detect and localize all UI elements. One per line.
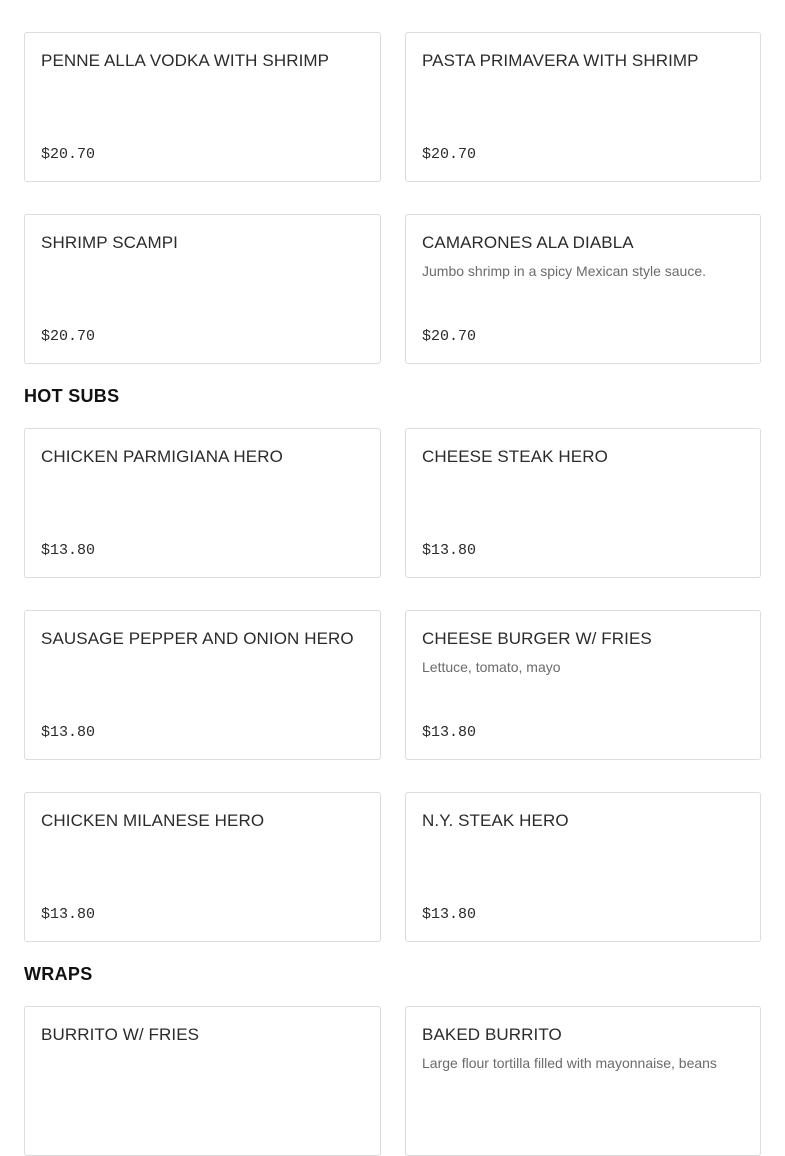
hot-subs-grid [24, 428, 785, 942]
item-price: $13.80 [41, 724, 96, 741]
menu-item-card[interactable] [405, 428, 761, 578]
item-name: SAUSAGE PEPPER AND ONION HERO [41, 629, 354, 648]
item-name: N.Y. STEAK HERO [422, 811, 569, 830]
wraps-grid [24, 1006, 785, 1156]
item-name: PASTA PRIMAVERA WITH SHRIMP [422, 51, 699, 70]
menu-item-card[interactable] [24, 1006, 381, 1156]
item-price: $20.70 [422, 328, 477, 345]
item-price: $13.80 [422, 906, 477, 923]
menu-item-card[interactable] [405, 792, 761, 942]
item-name: CHICKEN PARMIGIANA HERO [41, 447, 283, 466]
item-name: PENNE ALLA VODKA WITH SHRIMP [41, 51, 330, 70]
item-name: BAKED BURRITO [422, 1025, 562, 1044]
item-price: $20.70 [41, 328, 96, 345]
item-name: SHRIMP SCAMPI [41, 233, 179, 252]
menu-item-card[interactable] [24, 32, 381, 182]
menu-item-card[interactable] [405, 32, 761, 182]
section-title-hot-subs: HOT SUBS [24, 386, 120, 406]
menu-item-card[interactable] [24, 428, 381, 578]
item-description: Lettuce, tomato, mayo [422, 659, 561, 675]
item-description: Large flour tortilla filled with mayonnaise, beans [422, 1055, 717, 1071]
pasta-items-grid [24, 32, 785, 364]
section-title-wraps: WRAPS [24, 964, 93, 984]
item-price: $20.70 [422, 146, 477, 163]
item-price: $13.80 [41, 542, 96, 559]
menu-item-card[interactable] [405, 214, 761, 364]
item-name: CHEESE STEAK HERO [422, 447, 608, 466]
menu-item-card[interactable] [24, 214, 381, 364]
item-name: CAMARONES ALA DIABLA [422, 233, 634, 252]
item-price: $13.80 [41, 906, 96, 923]
item-price: $13.80 [422, 724, 477, 741]
menu-item-card[interactable] [405, 1006, 761, 1156]
item-price: $20.70 [41, 146, 96, 163]
item-name: CHICKEN MILANESE HERO [41, 811, 265, 830]
item-name: BURRITO W/ FRIES [41, 1025, 200, 1044]
item-price: $13.80 [422, 542, 477, 559]
item-description: Jumbo shrimp in a spicy Mexican style sauce. [422, 263, 706, 279]
item-name: CHEESE BURGER W/ FRIES [422, 629, 652, 648]
menu-item-card[interactable] [24, 610, 381, 760]
menu-item-card[interactable] [24, 792, 381, 942]
menu-item-card[interactable] [405, 610, 761, 760]
